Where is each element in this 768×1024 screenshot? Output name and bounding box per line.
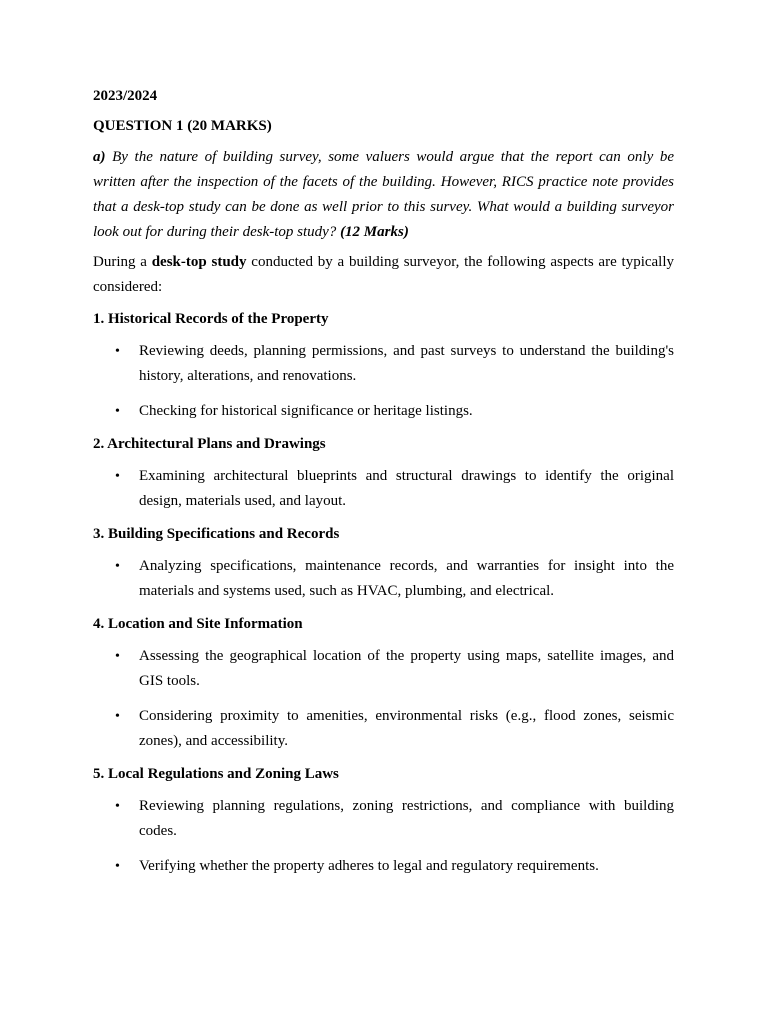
bullet-item: • Examining architectural blueprints and structural drawings to identify the original design, materials used, and layout. bbox=[93, 464, 674, 514]
question-text bbox=[93, 145, 674, 245]
bullet-list bbox=[93, 464, 674, 514]
question-marks: (12 Marks) bbox=[340, 224, 409, 240]
bullet-list bbox=[93, 339, 674, 424]
bullet-item: • Analyzing specifications, maintenance records, and warranties for insight into the materials and systems used, such as HVAC, plumbing, and electrical. bbox=[93, 554, 674, 604]
document-page bbox=[93, 86, 674, 889]
intro-before: During a bbox=[93, 254, 152, 270]
bullet-item: • Reviewing deeds, planning permissions, and past surveys to understand the building's history, alterations, and renovations. bbox=[93, 339, 674, 389]
bullet-list bbox=[93, 794, 674, 879]
section-heading: 1. Historical Records of the Property bbox=[93, 311, 329, 327]
bullet-item: • Checking for historical significance or heritage listings. bbox=[93, 399, 674, 424]
bullet-list bbox=[93, 554, 674, 604]
intro-after: conducted by a building surveyor, the following aspects are typically considered: bbox=[93, 254, 675, 295]
section-heading: 5. Local Regulations and Zoning Laws bbox=[93, 766, 339, 782]
section-heading: 4. Location and Site Information bbox=[93, 616, 303, 632]
academic-year: 2023/2024 bbox=[93, 88, 158, 104]
question-body: By the nature of building survey, some valuers would argue that the report can only be written after the inspection of the facets of the building. However, RICS practice note provides that a desk-top study can be done as well prior to this survey. What would a building surveyor look out for during their desk-top study? bbox=[93, 149, 674, 240]
section-heading: 2. Architectural Plans and Drawings bbox=[93, 436, 326, 452]
bullet-item: • Verifying whether the property adheres to legal and regulatory requirements. bbox=[93, 854, 674, 879]
section-heading: 3. Building Specifications and Records bbox=[93, 526, 340, 542]
bullet-item: • Assessing the geographical location of the property using maps, satellite images, and GIS tools. bbox=[93, 644, 674, 694]
bullet-list bbox=[93, 644, 674, 754]
bullet-item: • Reviewing planning regulations, zoning restrictions, and compliance with building codes. bbox=[93, 794, 674, 844]
question-label: a) bbox=[93, 149, 106, 165]
intro-emphasis: desk-top study bbox=[151, 254, 247, 270]
bullet-item: • Considering proximity to amenities, environmental risks (e.g., flood zones, seismic zones), and accessibility. bbox=[93, 704, 674, 754]
question-title: QUESTION 1 (20 MARKS) bbox=[93, 118, 272, 134]
answer-intro bbox=[93, 250, 674, 300]
